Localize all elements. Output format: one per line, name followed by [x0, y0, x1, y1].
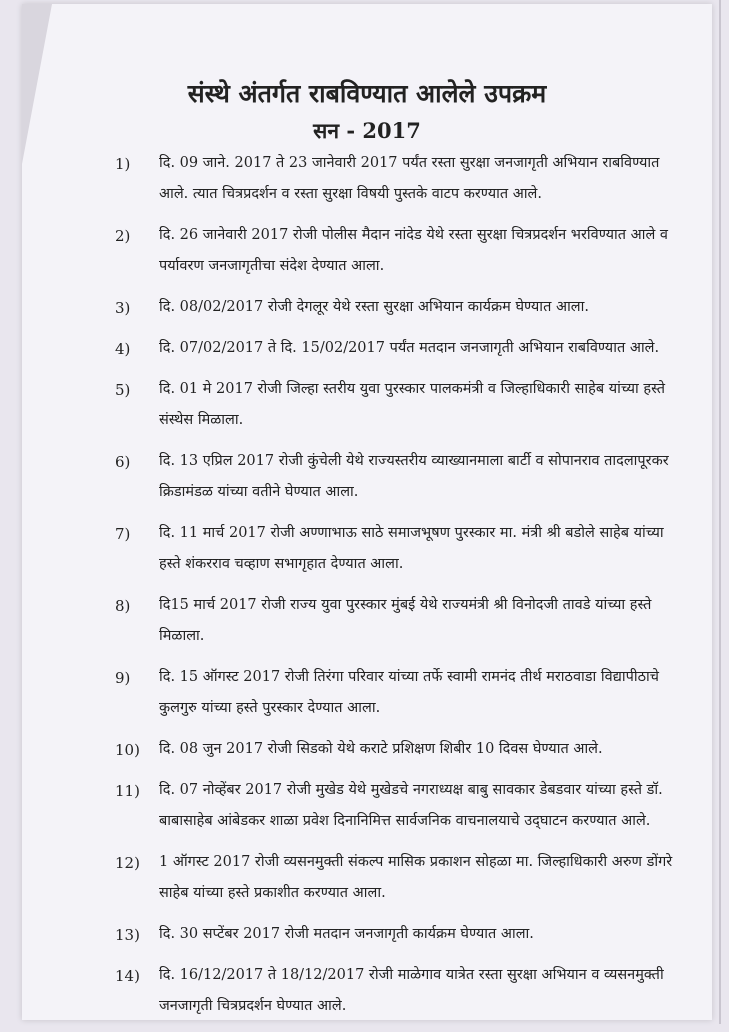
- year-heading: सन - 2017: [313, 118, 421, 143]
- item-text: दि. 07/02/2017 ते दि. 15/02/2017 पर्यंत मतदान जनजागृती अभियान राबविण्यात आले.: [159, 340, 660, 356]
- paper-edge: [719, 0, 721, 1024]
- item-number: 8): [115, 597, 131, 615]
- item-number: 11): [115, 782, 140, 800]
- item-number: 2): [115, 227, 131, 245]
- list-item: [117, 960, 687, 1022]
- item-text: दि. 09 जाने. 2017 ते 23 जानेवारी 2017 पर्यंत रस्ता सुरक्षा जनजागृती अभियान राबविण्यात आले. त्यात चित्रप्रदर्शन व रस्ता सुरक्षा विषयी पुस्तके वाटप करण्यात आले.: [159, 155, 660, 202]
- list-item: [117, 734, 687, 765]
- list-item: [117, 590, 687, 652]
- list-item: [117, 662, 687, 724]
- item-text: दि15 मार्च 2017 रोजी राज्य युवा पुरस्कार मुंबई येथे राज्यमंत्री श्री विनोदजी तावडे यांच्या हस्ते मिळाला.: [159, 597, 652, 644]
- item-text: दि. 15 ऑगस्ट 2017 रोजी तिरंगा परिवार यांच्या तर्फे स्वामी रामनंद तीर्थ मराठवाडा विद्यापीठाचे कुलगुरु यांच्या हस्ते पुरस्कार देण्यात आला.: [159, 669, 660, 716]
- item-text: दि. 30 सप्टेंबर 2017 रोजी मतदान जनजागृती कार्यक्रम घेण्यात आला.: [159, 926, 534, 942]
- item-number: 7): [115, 525, 131, 543]
- item-number: 5): [115, 381, 131, 399]
- item-text: दि. 08/02/2017 रोजी देगलूर येथे रस्ता सुरक्षा अभियान कार्यक्रम घेण्यात आला.: [159, 299, 589, 315]
- item-text: दि. 11 मार्च 2017 रोजी अण्णाभाऊ साठे समाजभूषण पुरस्कार मा. मंत्री श्री बडोले साहेब यांच्या हस्ते शंकरराव चव्हाण सभागृहात देण्यात आला.: [159, 525, 664, 572]
- item-number: 13): [115, 926, 140, 944]
- page-title: संस्थे अंतर्गत राबविण्यात आलेले उपक्रम: [187, 79, 547, 108]
- list-item: [117, 775, 687, 837]
- item-number: 10): [115, 741, 140, 759]
- list-item: [117, 847, 687, 909]
- list-item: [117, 333, 687, 364]
- item-number: 14): [115, 967, 140, 985]
- item-number: 4): [115, 340, 131, 358]
- item-text: दि. 07 नोव्हेंबर 2017 रोजी मुखेड येथे मुखेडचे नगराध्यक्ष बाबु सावकार डेबडवार यांच्या हस्ते डॉ. बाबासाहेब आंबेडकर शाळा प्रवेश दिनानिमित्त सार्वजनिक वाचनालयाचे उद्‌घाटन करण्यात आले.: [159, 782, 663, 829]
- list-item: [117, 446, 687, 508]
- item-text: दि. 08 जुन 2017 रोजी सिडको येथे कराटे प्रशिक्षण शिबीर 10 दिवस घेण्यात आले.: [159, 741, 603, 757]
- item-number: 3): [115, 299, 131, 317]
- list-item: [117, 148, 687, 210]
- item-text: दि. 13 एप्रिल 2017 रोजी कुंचेली येथे राज्यस्तरीय व्याख्यानमाला बार्टी व सोपानराव तादलापूरकर क्रिडामंडळ यांच्या वतीने घेण्यात आला.: [159, 453, 669, 500]
- item-text: दि. 01 मे 2017 रोजी जिल्हा स्तरीय युवा पुरस्कार पालकमंत्री व जिल्हाधिकारी साहेब यांच्या हस्ते संस्थेस मिळाला.: [159, 381, 666, 428]
- document-page: [22, 4, 712, 1020]
- item-text: दि. 26 जानेवारी 2017 रोजी पोलीस मैदान नांदेड येथे रस्ता सुरक्षा चित्रप्रदर्शन भरविण्यात आले व पर्यावरण जनजागृतीचा संदेश देण्यात आला.: [159, 227, 668, 274]
- item-text: दि. 16/12/2017 ते 18/12/2017 रोजी माळेगाव यात्रेत रस्ता सुरक्षा अभियान व व्यसनमुक्ती जनजागृती चित्रप्रदर्शन घेण्यात आले.: [159, 967, 664, 1014]
- list-item: [117, 374, 687, 436]
- item-number: 9): [115, 669, 131, 687]
- activity-list: [117, 148, 687, 1032]
- list-item: [117, 919, 687, 950]
- item-number: 6): [115, 453, 131, 471]
- list-item: [117, 518, 687, 580]
- item-number: 12): [115, 854, 140, 872]
- item-number: 1): [115, 155, 131, 173]
- item-text: 1 ऑगस्ट 2017 रोजी व्यसनमुक्ती संकल्प मासिक प्रकाशन सोहळा मा. जिल्हाधिकारी अरुण डोंगरे साहेब यांच्या हस्ते प्रकाशीत करण्यात आला.: [159, 854, 673, 901]
- list-item: [117, 292, 687, 323]
- list-item: [117, 220, 687, 282]
